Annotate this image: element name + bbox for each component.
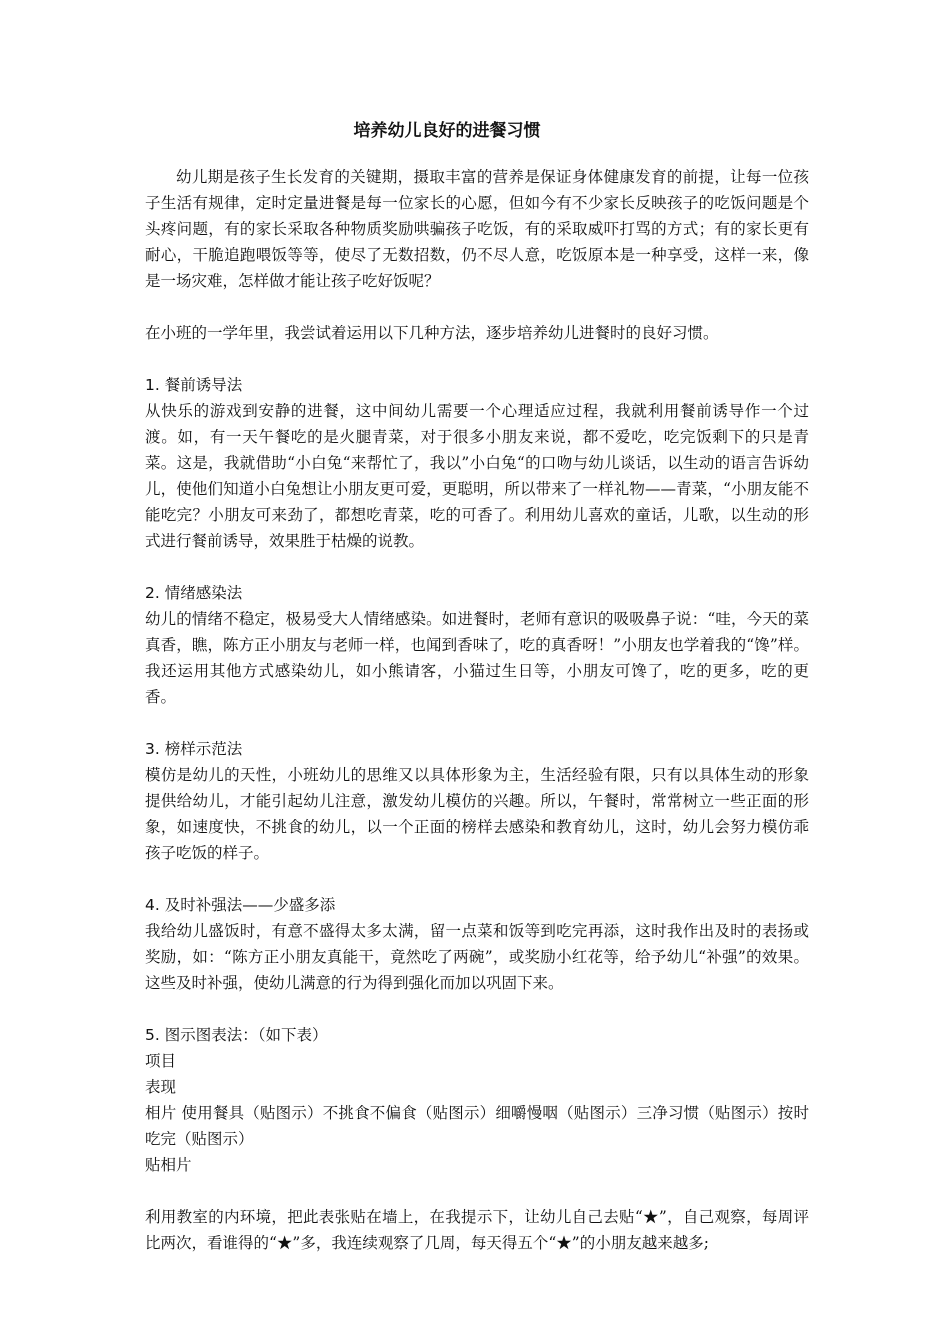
section-4	[145, 892, 809, 996]
table-label-performance: 表现	[145, 1078, 177, 1096]
table-label-item: 项目	[145, 1052, 177, 1070]
table-label-photo: 贴相片	[145, 1156, 192, 1174]
table-row-content: 相片 使用餐具（贴图示）不挑食不偏食（贴图示）细嚼慢咽（贴图示）三净习惯（贴图示）按时吃完（贴图示）	[145, 1104, 809, 1148]
section-heading: 4. 及时补强法——少盛多添	[145, 896, 336, 914]
section-5	[145, 1022, 809, 1178]
intro-paragraph: 幼儿期是孩子生长发育的关键期，摄取丰富的营养是保证身体健康发育的前提，让每一位孩子生活有规律，定时定量进餐是每一位家长的心愿，但如今有不少家长反映孩子的吃饭问题是个头疼问题，有的家长采取各种物质奖励哄骗孩子吃饭，有的采取威吓打骂的方式；有的家长更有耐心，干脆追跑喂饭等等，使尽了无数招数，仍不尽人意，吃饭原本是一种享受，这样一来，像是一场灾难，怎样做才能让孩子吃好饭呢？	[145, 168, 809, 290]
document-page	[145, 118, 809, 1256]
section-heading: 5. 图示图表法：（如下表）	[145, 1026, 328, 1044]
section-body: 模仿是幼儿的天性，小班幼儿的思维又以具体形象为主，生活经验有限，只有以具体生动的形象提供给幼儿，才能引起幼儿注意，激发幼儿模仿的兴趣。所以，午餐时，常常树立一些正面的形象，如速度快，不挑食的幼儿，以一个正面的榜样去感染和教育幼儿，这时，幼儿会努力模仿乖孩子吃饭的样子。	[145, 766, 809, 862]
section-heading: 2. 情绪感染法	[145, 584, 243, 602]
document-title: 培养幼儿良好的进餐习惯	[353, 121, 541, 141]
section-body: 幼儿的情绪不稳定，极易受大人情绪感染。如进餐时，老师有意识的吸吸鼻子说：“哇，今天的菜真香，瞧，陈方正小朋友与老师一样，也闻到香味了，吃的真香呀！”小朋友也学着我的“馋”样。我还运用其他方式感染幼儿，如小熊请客，小猫过生日等，小朋友可馋了，吃的更多，吃的更香。	[145, 610, 809, 706]
section-heading: 3. 榜样示范法	[145, 740, 243, 758]
section-1	[145, 372, 809, 554]
closing-paragraph: 利用教室的内环境，把此表张贴在墙上，在我提示下，让幼儿自己去贴“★”，自己观察，每周评比两次，看谁得的“★”多，我连续观察了几周，每天得五个“★”的小朋友越来越多;	[145, 1208, 809, 1252]
section-body: 我给幼儿盛饭时，有意不盛得太多太满，留一点菜和饭等到吃完再添，这时我作出及时的表扬或奖励，如：“陈方正小朋友真能干，竟然吃了两碗”，或奖励小红花等，给予幼儿“补强”的效果。这些及时补强，使幼儿满意的行为得到强化而加以巩固下来。	[145, 922, 809, 992]
overview-paragraph: 在小班的一学年里，我尝试着运用以下几种方法，逐步培养幼儿进餐时的良好习惯。	[145, 324, 719, 342]
section-2	[145, 580, 809, 710]
section-3	[145, 736, 809, 866]
section-body: 从快乐的游戏到安静的进餐，这中间幼儿需要一个心理适应过程，我就利用餐前诱导作一个过渡。如，有一天午餐吃的是火腿青菜，对于很多小朋友来说，都不爱吃，吃完饭剩下的只是青菜。这是，我就借助“小白兔“来帮忙了，我以”小白兔“的口吻与幼儿谈话，以生动的语言告诉幼儿，使他们知道小白兔想让小朋友更可爱，更聪明，所以带来了一样礼物——青菜，“小朋友能不能吃完？小朋友可来劲了，都想吃青菜，吃的可香了。利用幼儿喜欢的童话，儿歌，以生动的形式进行餐前诱导，效果胜于枯燥的说教。	[145, 402, 809, 550]
section-heading: 1. 餐前诱导法	[145, 376, 243, 394]
